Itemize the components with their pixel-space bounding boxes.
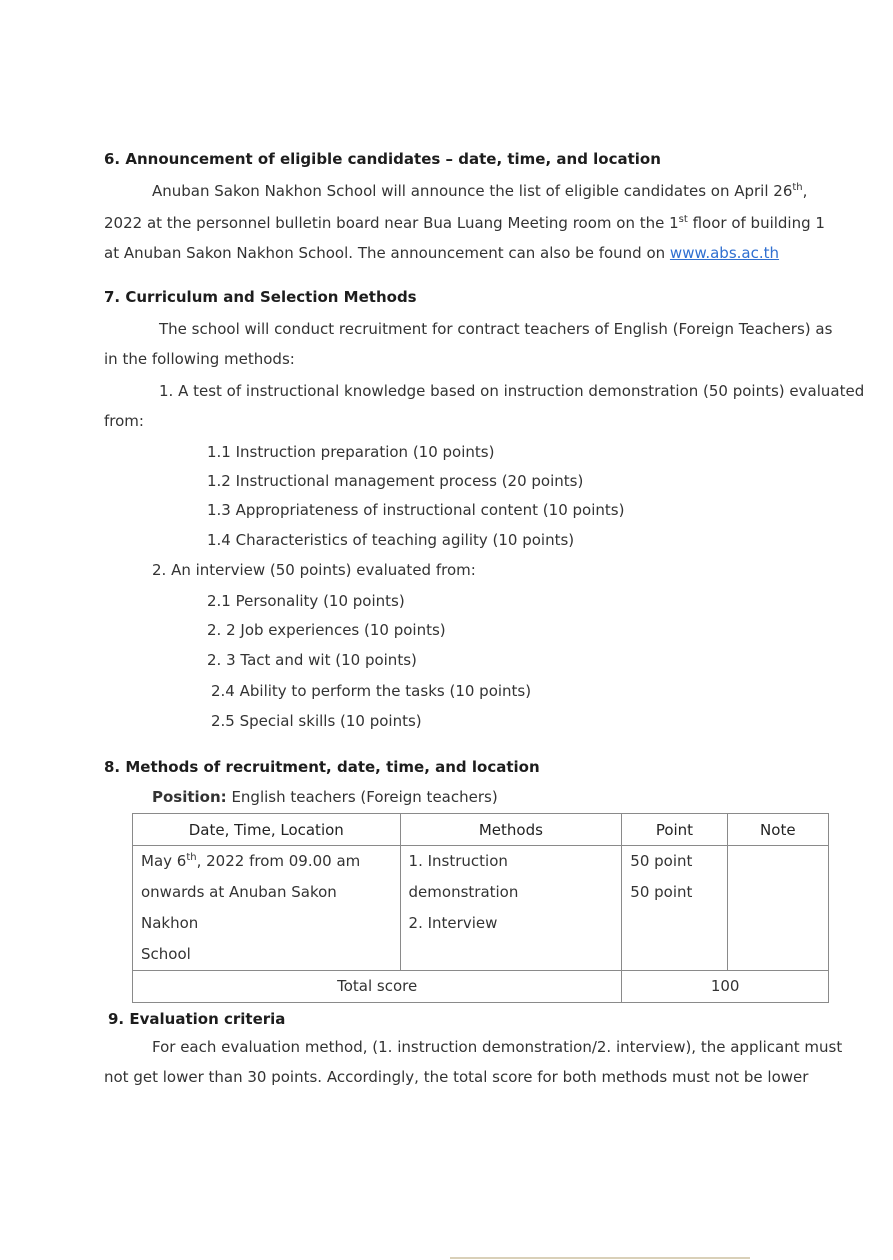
scan-edge-line [450,1257,750,1259]
position-line [152,788,498,806]
total-label: Total score [133,971,622,1003]
table-header: Date, Time, Location [133,814,401,846]
methods-cell [400,846,622,971]
position-label: Position: [152,788,227,806]
date-line-2: onwards at Anuban Sakon Nakhon [141,883,337,932]
section-8-heading: 8. Methods of recruitment, date, time, and location [104,758,540,776]
method-2-item: 2.1 Personality (10 points) [207,592,405,610]
method-1-item: 1.3 Appropriateness of instructional content (10 points) [207,501,625,519]
section-6-line-2: 2022 at the personnel bulletin board near Bua Luang Meeting room on the 1st floor of building 1 [104,214,825,232]
section-9-line-2: not get lower than 30 points. Accordingly, the total score for both methods must not be lower [104,1068,809,1086]
section-7-intro-1: The school will conduct recruitment for contract teachers of English (Foreign Teachers) as [159,320,833,338]
section-6-line-3: at Anuban Sakon Nakhon School. The announcement can also be found on www.abs.ac.th [104,244,780,262]
table-header: Point [622,814,727,846]
method-2-item: 2. 3 Tact and wit (10 points) [207,651,417,669]
section-7-heading: 7. Curriculum and Selection Methods [104,288,417,306]
method-2-item: 2. 2 Job experiences (10 points) [207,621,446,639]
method-entry: 1. Instruction demonstration [408,852,519,901]
table-header-row [133,814,829,846]
section-7-intro-2: in the following methods: [104,350,295,368]
date-time-location-cell [133,846,401,971]
website-link[interactable]: www.abs.ac.th [669,244,780,262]
method-2-line: 2. An interview (50 points) evaluated from: [152,561,476,579]
table-header: Methods [400,814,622,846]
total-value: 100 [622,971,829,1003]
points-cell [622,846,727,971]
method-2-item: 2.5 Special skills (10 points) [211,712,422,730]
method-2-item: 2.4 Ability to perform the tasks (10 points) [211,682,532,700]
position-value: English teachers (Foreign teachers) [226,788,498,806]
section-9-heading: 9. Evaluation criteria [108,1010,286,1028]
method-1-item: 1.4 Characteristics of teaching agility (10 points) [207,531,575,549]
section-6-heading: 6. Announcement of eligible candidates – date, time, and location [104,150,661,168]
method-1-line-1: 1. A test of instructional knowledge based on instruction demonstration (50 points) evaluated [159,382,865,400]
schedule-table [132,813,829,1003]
method-1-item: 1.2 Instructional management process (20 points) [207,472,584,490]
table-row [133,846,829,971]
note-cell [727,846,828,971]
table-header: Note [727,814,828,846]
method-1-item: 1.1 Instruction preparation (10 points) [207,443,495,461]
section-9-line-1: For each evaluation method, (1. instruction demonstration/2. interview), the applicant must [152,1038,843,1056]
date-line-3: School [141,945,191,963]
section-6-line-1: Anuban Sakon Nakhon School will announce the list of eligible candidates on April 26th, [152,182,808,200]
method-entry: 2. Interview [408,914,498,932]
date-line-1: May 6th, 2022 from 09.00 am [141,852,361,870]
point-entry: 50 point [630,852,693,870]
table-total-row [133,971,829,1003]
point-entry: 50 point [630,883,693,901]
method-1-line-2: from: [104,412,144,430]
